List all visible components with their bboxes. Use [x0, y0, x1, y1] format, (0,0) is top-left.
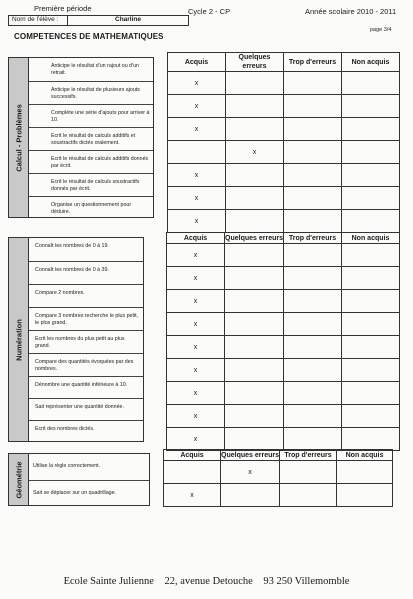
- mark-cell: [225, 336, 284, 359]
- table-row: [167, 359, 400, 382]
- skill-item: Ecrit des nombres dictés.: [29, 420, 143, 441]
- mark-cell: x: [168, 210, 226, 233]
- skill-item: Compare des quantités évoquées par des nombres.: [29, 353, 143, 376]
- mark-cell: x: [167, 382, 225, 405]
- page-title: COMPETENCES DE MATHEMATIQUES: [14, 32, 164, 41]
- skill-item: Organise un questionnement pour déduire.: [29, 196, 153, 217]
- mark-cell: [342, 187, 400, 210]
- mark-cell: [225, 405, 284, 428]
- mark-cell: [225, 244, 284, 267]
- mark-cell: x: [168, 95, 226, 118]
- mark-cell: [342, 118, 400, 141]
- mark-cell: x: [167, 405, 225, 428]
- mark-cell: [342, 359, 400, 382]
- domain-calcul: [8, 57, 30, 218]
- footer-city: 93 250 Villemomble: [263, 576, 350, 587]
- skill-item: Dénombre une quantité inférieure à 10.: [29, 376, 143, 398]
- mark-cell: [284, 382, 342, 405]
- student-name: Charline: [115, 16, 142, 23]
- mark-cell: x: [167, 290, 225, 313]
- skills-numeration: [28, 237, 144, 442]
- mark-cell: [342, 428, 400, 451]
- mark-cell: x: [168, 187, 226, 210]
- mark-cell: [226, 118, 284, 141]
- mark-cell: [221, 484, 280, 507]
- mark-cell: [342, 244, 400, 267]
- mark-cell: [225, 267, 284, 290]
- table-row: [164, 461, 393, 484]
- table-row: [168, 164, 400, 187]
- mark-cell: x: [221, 461, 280, 484]
- mark-cell: [284, 313, 342, 336]
- footer-address: [0, 576, 413, 587]
- mark-cell: x: [167, 428, 225, 451]
- mark-cell: [226, 187, 284, 210]
- mark-cell: [337, 484, 393, 507]
- skill-item: Connaît les nombres de 0 à 39.: [29, 261, 143, 284]
- table-row: [167, 267, 400, 290]
- mark-cell: [284, 290, 342, 313]
- mark-cell: [225, 359, 284, 382]
- mark-cell: [280, 484, 337, 507]
- school-year-label: Année scolaire 2010 - 2011: [305, 7, 397, 16]
- mark-cell: x: [164, 484, 221, 507]
- mark-cell: [342, 313, 400, 336]
- mark-cell: [226, 95, 284, 118]
- mark-cell: [284, 244, 342, 267]
- mark-cell: [284, 359, 342, 382]
- skill-item: Utilise la règle correctement.: [33, 463, 101, 469]
- mark-cell: [342, 290, 400, 313]
- mark-cell: [342, 164, 400, 187]
- domain-label: Calcul - Problèmes: [14, 103, 24, 172]
- mark-cell: [226, 164, 284, 187]
- table-row: [168, 118, 400, 141]
- mark-cell: [284, 164, 342, 187]
- column-header-trop-erreurs: Trop d'erreurs: [280, 450, 337, 461]
- grid-geometrie: [163, 449, 393, 507]
- mark-cell: [284, 118, 342, 141]
- footer-street: 22, avenue Detouche: [164, 576, 253, 587]
- mark-cell: [337, 461, 393, 484]
- mark-cell: [342, 267, 400, 290]
- table-row: [167, 336, 400, 359]
- mark-cell: x: [168, 118, 226, 141]
- mark-cell: [225, 290, 284, 313]
- skill-item: Sait représenter une quantité donnée.: [29, 398, 143, 420]
- skill-item: Ecrit le résultat de calculs additifs donnés par écrit.: [29, 150, 153, 173]
- skill-item: Compare 2 nombres.: [29, 284, 143, 307]
- mark-cell: [284, 428, 342, 451]
- mark-cell: [284, 72, 342, 95]
- mark-cell: [342, 95, 400, 118]
- table-row: [167, 313, 400, 336]
- mark-cell: [284, 187, 342, 210]
- domain-label: Numération: [14, 318, 24, 361]
- footer-school: Ecole Sainte Julienne: [63, 576, 154, 587]
- table-row: [167, 290, 400, 313]
- column-header-quelques-erreurs: Quelques erreurs: [225, 234, 283, 242]
- mark-cell: [225, 382, 284, 405]
- skill-item: Connaît les nombres de 0 à 19.: [35, 243, 109, 249]
- student-label: Nom de l'élève :: [12, 16, 59, 23]
- column-header-trop-erreurs: Trop d'erreurs: [284, 53, 342, 72]
- column-header-quelques-erreurs: Quelques erreurs: [221, 451, 279, 459]
- mark-cell: [226, 210, 284, 233]
- column-header-acquis: Acquis: [168, 53, 226, 72]
- mark-cell: [342, 72, 400, 95]
- mark-cell: x: [167, 336, 225, 359]
- student-label-box: [8, 15, 68, 26]
- mark-cell: [284, 141, 342, 164]
- mark-cell: x: [167, 313, 225, 336]
- table-row: [168, 187, 400, 210]
- mark-cell: x: [167, 359, 225, 382]
- table-row: [167, 244, 400, 267]
- column-header-non-acquis: Non acquis: [342, 53, 400, 72]
- domain-label: Géométrie: [14, 460, 24, 499]
- mark-cell: [342, 210, 400, 233]
- mark-cell: [284, 336, 342, 359]
- table-row: [168, 210, 400, 233]
- column-header-quelques-erreurs: Quelques erreurs: [226, 53, 284, 72]
- mark-cell: [284, 267, 342, 290]
- skill-item: Ecrit le résultat de calculs soustractifs donnés par écrit.: [29, 173, 153, 196]
- mark-cell: [168, 141, 226, 164]
- column-header-acquis: Acquis: [167, 233, 225, 244]
- mark-cell: [342, 141, 400, 164]
- table-row: [164, 484, 393, 507]
- mark-cell: x: [226, 141, 284, 164]
- mark-cell: [280, 461, 337, 484]
- mark-cell: [164, 461, 221, 484]
- skill-item: Complète une série d'ajouts pour arriver à 10.: [29, 104, 153, 127]
- mark-cell: [342, 336, 400, 359]
- mark-cell: [284, 405, 342, 428]
- column-header-acquis: Acquis: [164, 450, 221, 461]
- mark-cell: [284, 95, 342, 118]
- domain-numeration: [8, 237, 30, 442]
- skill-item: Compare 3 nombres:recherche le plus petit, le plus grand.: [29, 307, 143, 330]
- mark-cell: [342, 382, 400, 405]
- mark-cell: x: [167, 244, 225, 267]
- skills-geometrie: [28, 453, 150, 506]
- grid-calcul: [167, 52, 400, 233]
- skill-item: Ecrit le résultat de calculs additifs et soustractifs dictés oralement.: [29, 127, 153, 150]
- domain-geometrie: [8, 453, 30, 506]
- table-row: [168, 72, 400, 95]
- table-row: [168, 95, 400, 118]
- table-row: [167, 428, 400, 451]
- skills-calcul: [28, 57, 154, 218]
- mark-cell: [284, 210, 342, 233]
- column-header-non-acquis: Non acquis: [342, 233, 400, 244]
- mark-cell: x: [168, 72, 226, 95]
- mark-cell: [225, 313, 284, 336]
- mark-cell: x: [167, 267, 225, 290]
- period-label: Première période: [34, 4, 92, 13]
- column-header-non-acquis: Non acquis: [337, 450, 393, 461]
- grid-numeration: [166, 232, 400, 451]
- mark-cell: x: [168, 164, 226, 187]
- mark-cell: [342, 405, 400, 428]
- cycle-label: Cycle 2 - CP: [188, 7, 231, 16]
- table-row: [167, 382, 400, 405]
- mark-cell: [225, 428, 284, 451]
- page-number: page 3/4: [370, 27, 392, 33]
- mark-cell: [226, 72, 284, 95]
- skill-item: Sait se déplacer sur un quadrillage.: [29, 480, 149, 505]
- skill-item: Anticipe le résultat de plusieurs ajouts successifs.: [29, 81, 153, 104]
- column-header-trop-erreurs: Trop d'erreurs: [284, 233, 342, 244]
- table-row: [168, 141, 400, 164]
- student-name-box: [67, 15, 189, 26]
- skill-item: Ecrit les nombres du plus petit au plus grand.: [29, 330, 143, 353]
- skill-item: Anticipe le résultat d'un rajout ou d'un retrait.: [51, 63, 140, 76]
- table-row: [167, 405, 400, 428]
